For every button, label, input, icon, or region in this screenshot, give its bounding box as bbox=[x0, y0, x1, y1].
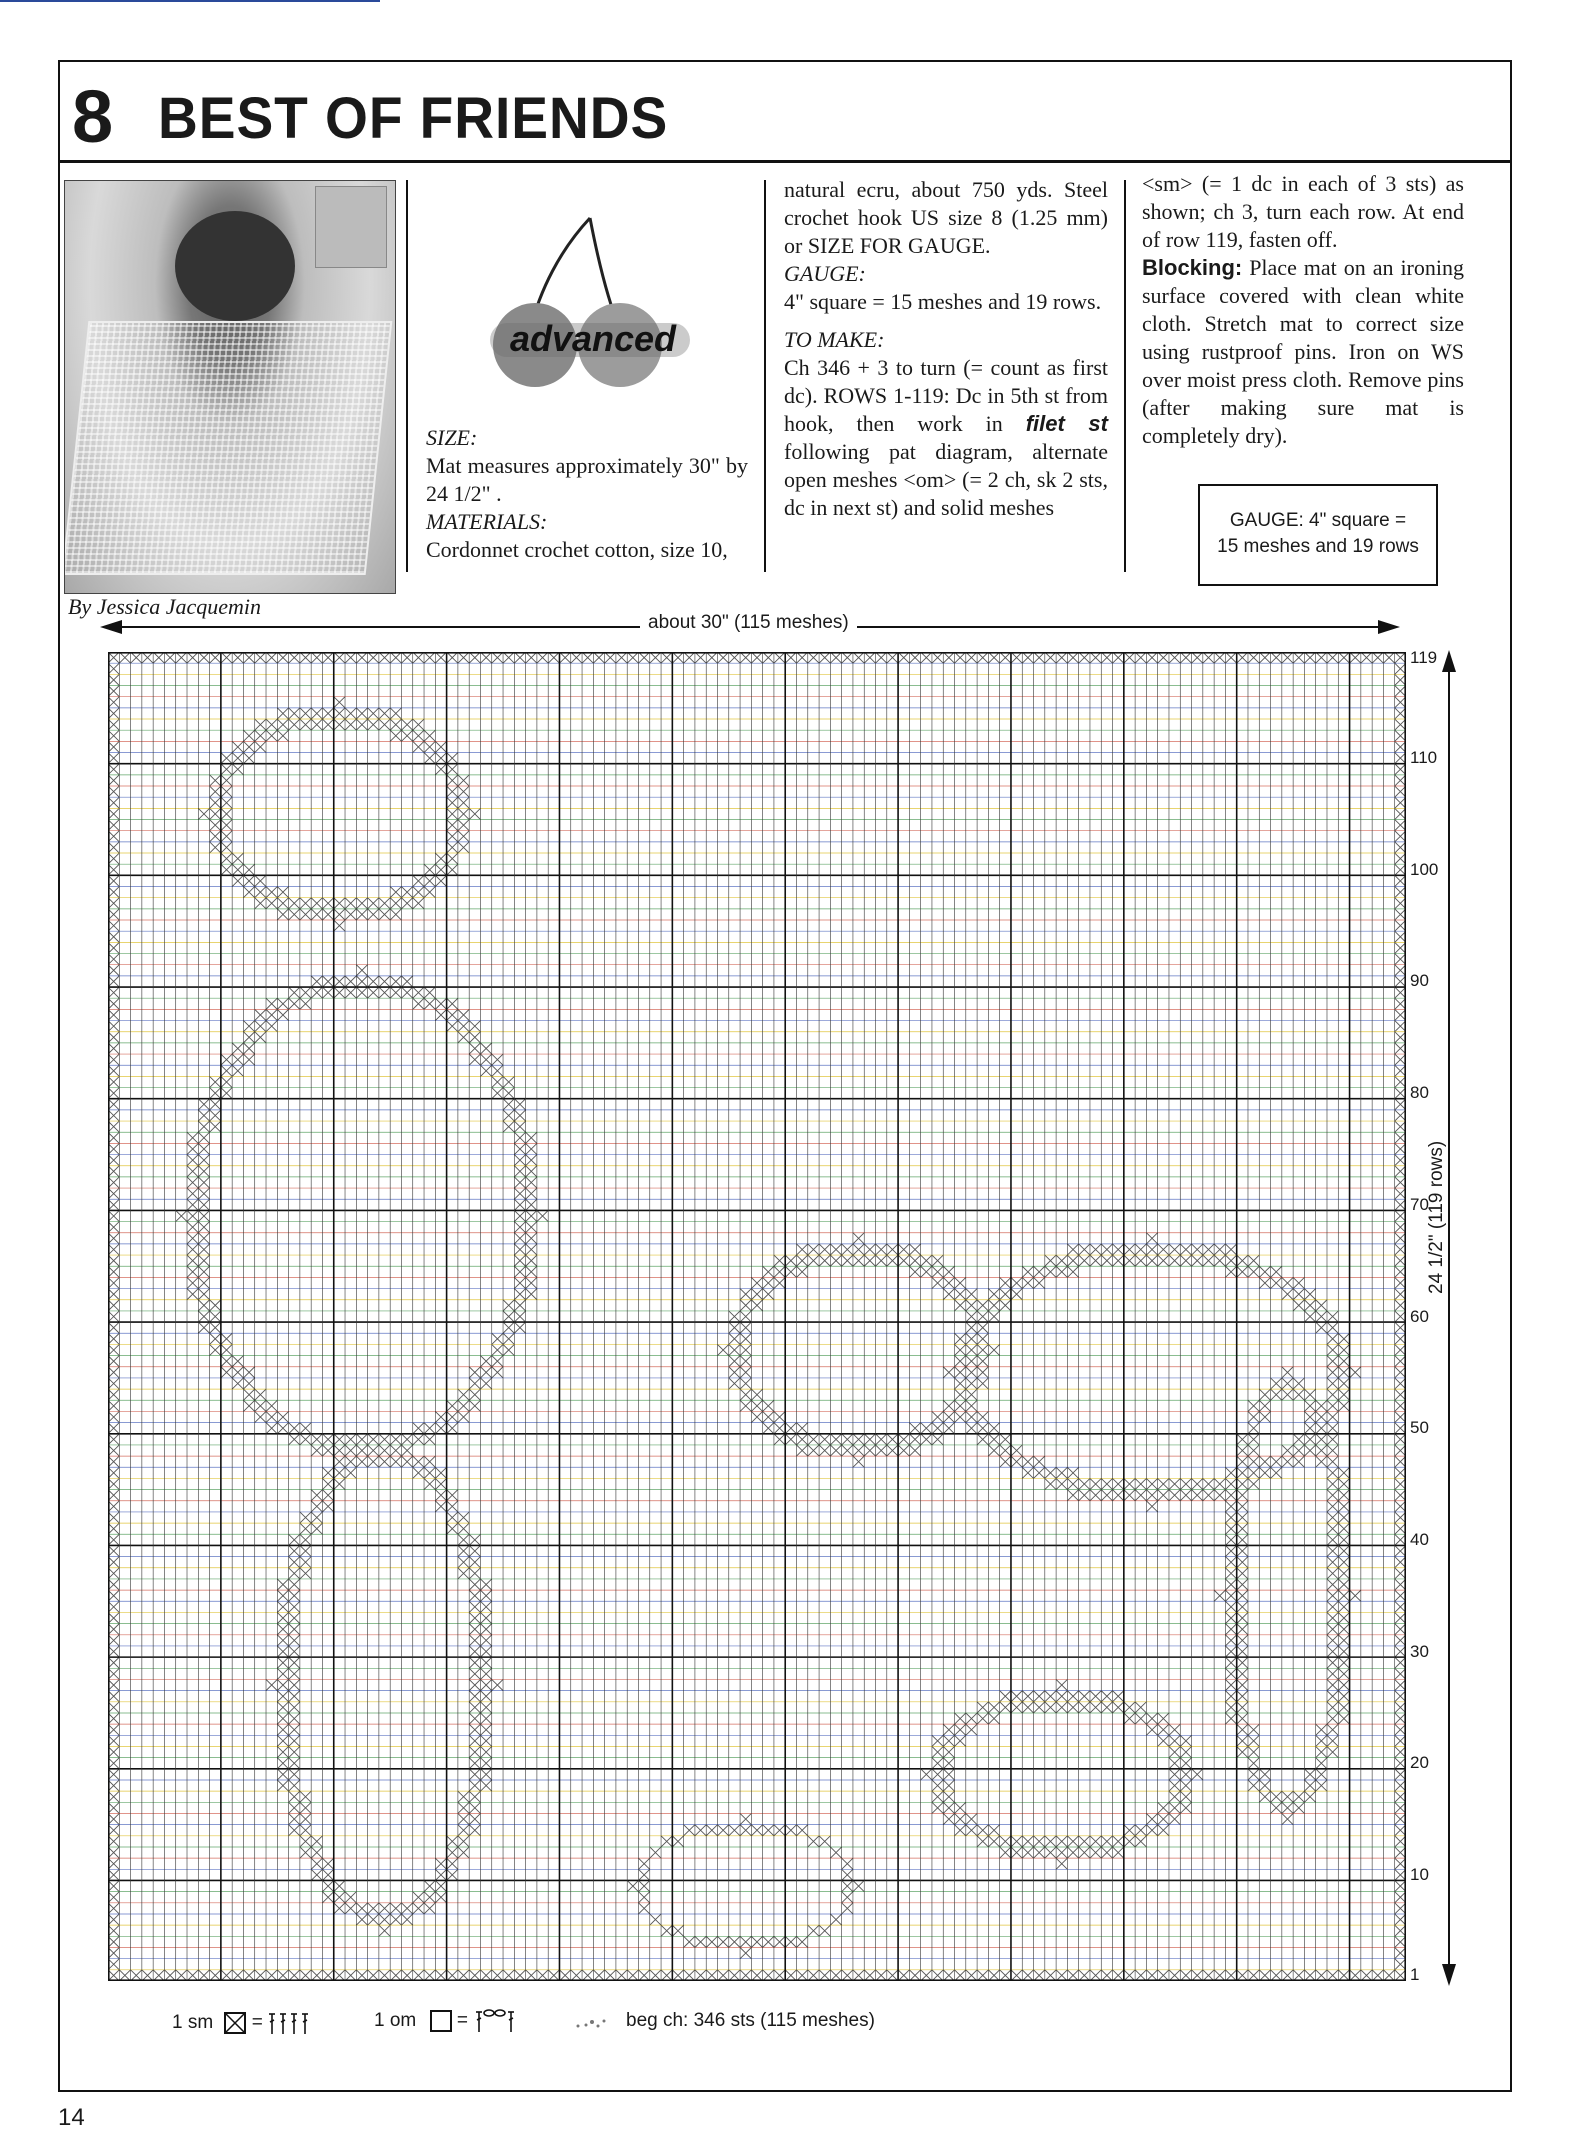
width-dimension-label: about 30" (115 meshes) bbox=[640, 612, 857, 634]
legend-om-label: 1 om bbox=[374, 2010, 417, 2032]
row-number-label: 80 bbox=[1410, 1083, 1429, 1103]
title-divider bbox=[60, 160, 1510, 163]
legend-solid-mesh bbox=[172, 2010, 312, 2036]
column-divider-1 bbox=[406, 180, 408, 572]
gauge-callout-line1: GAUGE: 4" square = bbox=[1229, 510, 1407, 531]
chart-background bbox=[108, 652, 1406, 1981]
row-number-label: 20 bbox=[1410, 1753, 1429, 1773]
photo-flower-vase bbox=[175, 211, 295, 321]
chain-dc-icon bbox=[473, 2008, 517, 2034]
top-accent-line bbox=[0, 0, 380, 2]
row-number-label: 50 bbox=[1410, 1418, 1429, 1438]
column-divider-2 bbox=[764, 180, 766, 572]
gauge-callout bbox=[1198, 484, 1438, 586]
to-make-text-2: following pat diagram, alternate open meshes <om> (= 2 ch, sk 2 sts, dc in next st) and solid meshes bbox=[784, 439, 1108, 520]
arrow-up-icon bbox=[1439, 650, 1459, 672]
blocking-label: Blocking: bbox=[1142, 255, 1243, 280]
row-number-label: 90 bbox=[1410, 971, 1429, 991]
designer-byline: By Jessica Jacquemin bbox=[68, 594, 262, 619]
height-dimension-label: 24 1/2" (119 rows) bbox=[1426, 1135, 1448, 1300]
open-mesh-icon bbox=[430, 2010, 452, 2032]
solid-mesh-icon bbox=[224, 2012, 246, 2034]
row-number-label: 70 bbox=[1410, 1194, 1429, 1214]
beginning-chain-note: beg ch: 346 sts (115 meshes) bbox=[626, 2010, 875, 2031]
to-make-label: TO MAKE: bbox=[784, 327, 885, 352]
size-label: SIZE: bbox=[426, 425, 478, 450]
materials-continued: natural ecru, about 750 yds. Steel crochet hook US size 8 (1.25 mm) or SIZE FOR GAUGE. bbox=[784, 177, 1108, 258]
legend-open-mesh bbox=[374, 2008, 517, 2034]
page-number: 14 bbox=[58, 2104, 85, 2131]
to-make-text-1: Ch 346 + 3 to turn (= count as first dc). ROWS 1-119: Dc in 5th st from hook, then work in bbox=[784, 355, 1108, 436]
skill-badge-label: advanced bbox=[509, 318, 677, 359]
to-make-text bbox=[784, 354, 1108, 522]
arrow-left-icon bbox=[100, 617, 122, 637]
page-title: BEST OF FRIENDS bbox=[158, 86, 669, 151]
materials-label: MATERIALS: bbox=[426, 509, 548, 534]
column-1 bbox=[426, 424, 748, 564]
photo-filet-mat bbox=[64, 321, 392, 575]
arrow-right-icon bbox=[1378, 617, 1400, 637]
filet-chart bbox=[108, 652, 1406, 1981]
column-3 bbox=[1142, 170, 1464, 450]
column-divider-3 bbox=[1124, 180, 1126, 572]
gauge-callout-line2: 15 meshes and 19 rows bbox=[1217, 536, 1419, 557]
bottom-divider bbox=[58, 2090, 1512, 2092]
row-number-label: 30 bbox=[1410, 1641, 1429, 1661]
filet-st-term: filet st bbox=[1025, 411, 1108, 436]
size-text: Mat measures approximately 30" by 24 1/2" . bbox=[426, 453, 748, 506]
legend-om-eq: = bbox=[456, 2010, 468, 2032]
pattern-number: 8 bbox=[72, 75, 114, 158]
legend-sm-eq: = bbox=[251, 2012, 263, 2034]
blocking-text: Place mat on an ironing surface covered with clean white cloth. Stretch mat to correct size using rustproof pins. Iron on WS over moist press cloth. Remove pins (after making sure mat is completely dry). bbox=[1142, 255, 1464, 448]
row-number-label: 40 bbox=[1410, 1529, 1429, 1549]
gauge-label: GAUGE: bbox=[784, 261, 866, 286]
project-photo bbox=[64, 180, 396, 594]
dc-stitches-icon bbox=[268, 2010, 312, 2036]
photo-wall-decor bbox=[315, 186, 387, 268]
small-mark-icon bbox=[574, 2016, 608, 2032]
row-number-label: 60 bbox=[1410, 1306, 1429, 1326]
materials-text: Cordonnet crochet cotton, size 10, bbox=[426, 537, 728, 562]
row-number-label: 10 bbox=[1410, 1864, 1429, 1884]
row-number-label: 1 bbox=[1410, 1965, 1420, 1985]
height-dimension-line bbox=[1448, 660, 1450, 1978]
cherry-skill-icon bbox=[480, 210, 700, 390]
row-number-label: 110 bbox=[1410, 748, 1438, 768]
row-number-label: 119 bbox=[1410, 647, 1438, 667]
arrow-down-icon bbox=[1439, 1964, 1459, 1986]
legend-sm-label: 1 sm bbox=[172, 2012, 214, 2034]
row-number-label: 100 bbox=[1410, 859, 1439, 879]
gauge-text: 4" square = 15 meshes and 19 rows. bbox=[784, 289, 1102, 314]
column-2 bbox=[784, 176, 1108, 522]
solid-mesh-text: <sm> (= 1 dc in each of 3 sts) as shown; ch 3, turn each row. At end of row 119, fasten off. bbox=[1142, 171, 1464, 252]
